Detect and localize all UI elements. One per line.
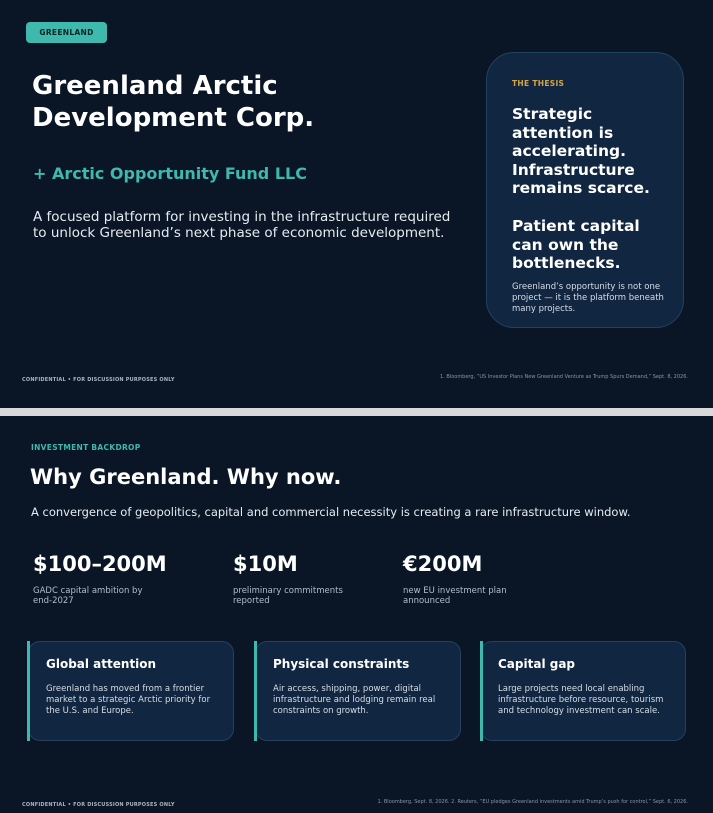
- section-title: Why Greenland. Why now.: [30, 465, 342, 489]
- stat-commitments: [233, 551, 353, 606]
- stat-value: $100–200M: [33, 552, 167, 576]
- greenland-tag: GREENLAND: [26, 22, 107, 43]
- thesis-headline-2: Patient capital can own the bottlenecks.: [512, 217, 640, 272]
- thesis-headline-1: Strategic attention is accelerating. Infrastructure remains scarce.: [512, 105, 650, 197]
- card-text: Large projects need local enabling infrastructure before resource, tourism and technology investment can scale.: [498, 684, 664, 716]
- stat-value: €200M: [403, 552, 483, 576]
- card-accent-bar: [254, 641, 257, 741]
- section-eyebrow: INVESTMENT BACKDROP: [31, 443, 141, 452]
- stat-capital-ambition: [33, 551, 167, 606]
- thesis-note: Greenland’s opportunity is not one project — it is the platform beneath many projects.: [512, 282, 664, 314]
- page-title: Greenland Arctic Development Corp.: [32, 71, 315, 133]
- source-footnote: 1. Bloomberg, “US Investor Plans New Greenland Venture as Trump Spurs Demand,” Sept. 8, 2026.: [440, 374, 688, 380]
- card-global-attention: [28, 641, 234, 741]
- confidential-footer: CONFIDENTIAL • FOR DISCUSSION PURPOSES ONLY: [22, 377, 175, 383]
- card-accent-bar: [27, 641, 30, 741]
- card-capital-gap: [480, 641, 686, 741]
- description: A focused platform for investing in the infrastructure required to unlock Greenland’s next phase of economic development.: [33, 209, 451, 241]
- card-physical-constraints: [255, 641, 461, 741]
- thesis-label: THE THESIS: [512, 79, 565, 88]
- subtitle: + Arctic Opportunity Fund LLC: [33, 164, 307, 183]
- card-title: Physical constraints: [273, 657, 410, 671]
- source-footnote: 1. Bloomberg, Sept. 8, 2026. 2. Reuters, “EU pledges Greenland investments amid Trump’s push for control,” Sept. 6, 2026.: [377, 799, 688, 805]
- card-title: Global attention: [46, 657, 157, 671]
- confidential-footer: CONFIDENTIAL • FOR DISCUSSION PURPOSES ONLY: [22, 802, 175, 808]
- card-accent-bar: [480, 641, 483, 741]
- card-text: Air access, shipping, power, digital infrastructure and lodging remain real constraints on growth.: [273, 684, 436, 716]
- stat-label: preliminary commitments reported: [233, 586, 343, 606]
- thesis-card: [486, 52, 684, 328]
- card-text: Greenland has moved from a frontier market to a strategic Arctic priority for the U.S. and Europe.: [46, 684, 211, 716]
- section-description: A convergence of geopolitics, capital and commercial necessity is creating a rare infrastructure window.: [31, 505, 631, 519]
- stat-label: GADC capital ambition by end-2027: [33, 586, 143, 606]
- stat-value: $10M: [233, 552, 298, 576]
- stat-label: new EU investment plan announced: [403, 586, 507, 606]
- card-title: Capital gap: [498, 657, 576, 671]
- stat-eu-plan: [403, 551, 523, 606]
- slide-investment-backdrop: [0, 416, 713, 813]
